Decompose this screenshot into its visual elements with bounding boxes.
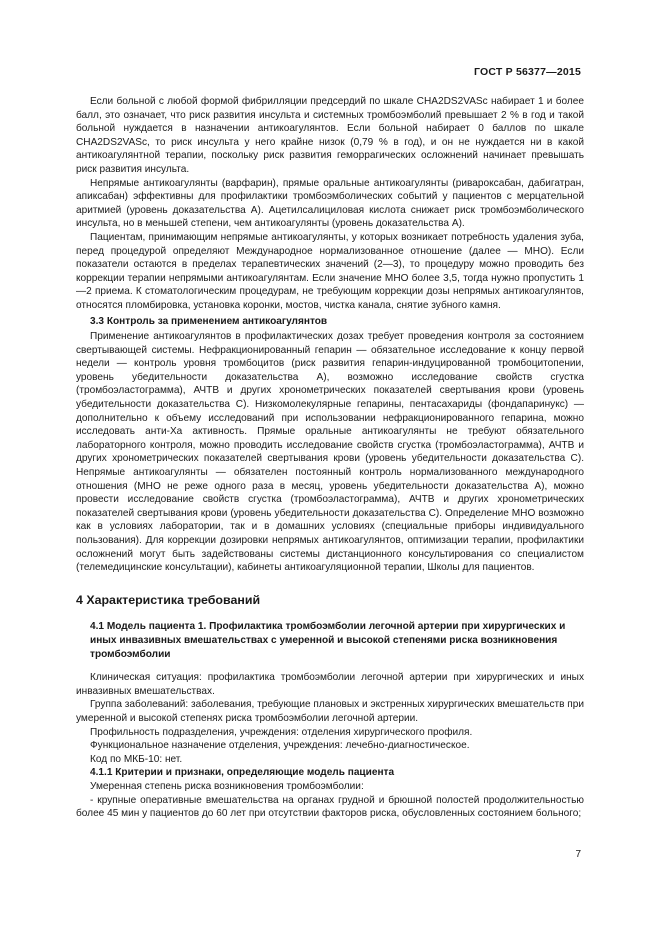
paragraph-icd-code: Код по МКБ-10: нет. bbox=[90, 753, 183, 765]
paragraph-anticoagulant-efficacy: Непрямые антикоагулянты (варфарин), прямые оральные антикоагулянты (ривароксабан, дабигатран, апиксабан) эффективны для профилактики тромбоэмболических событий у пациентов с мерцательной аритмией (уровень доказательства А). Ацетилсалициловая кислота снижает риск тромбоэмболического инсульта, но в меньшей степени, чем антикоагулянты (уровень доказательства А). bbox=[76, 177, 584, 230]
paragraph-disease-group: Группа заболеваний: заболевания, требующие плановых и экстренных хирургических вмешательств при умеренной и высокой степенях риска тромбоэмболии легочной артерии. bbox=[76, 699, 584, 724]
document-body bbox=[76, 95, 584, 821]
page-number: 7 bbox=[575, 849, 581, 860]
paragraph-moderate-risk: Умеренная степень риска возникновения тромбоэмболии: bbox=[90, 780, 364, 792]
section-heading-4-1-1: 4.1.1 Критерии и признаки, определяющие модель пациента bbox=[90, 767, 395, 779]
section-heading-3-3: 3.3 Контроль за применением антикоагулянтов bbox=[90, 315, 328, 327]
paragraph-anticoagulant-control: Применение антикоагулянтов в профилактических дозах требует проведения контроля за состоянием свертывающей системы. Нефракционированный гепарин — обязательное исследование к концу первой недели — контроль уровня тромбоцитов (риск развития гепарин-индуцированной тромбоцитопении, уровень убедительности доказательства А), возможно исследование свойств сгустка (тромбоэластограмма), АЧТВ и других хронометрических показателей свертывания крови (уровень убедительности доказательства С). Низкомолекулярные гепарины, пентасахариды (фондапаринукс) — дополнительно к объему исследований при использовании нефракционированного гепарина, можно исследовать анти-Ха активность. Прямые оральные антикоагулянты не требуют обязательного лабораторного контроля, можно проводить исследование свойств сгустка (тромбоэластограмма), АЧТВ и других хронометрических показателей свертывания крови (уровень убедительности доказательства С). Непрямые антикоагулянты — обязателен постоянный контроль нормализованного международного отношения (МНО не реже одного раза в месяц, уровень убедительности доказательства А), можно провести исследование свойств сгустка (тромбоэластограмма), АЧТВ и других хронометрических показателей свертывания крови (уровень убедительности доказательства С). Определение МНО возможно как в условиях лаборатории, так и в домашних условиях (специальные приборы индивидуального пользования). Для коррекции дозировки непрямых антикоагулянтов, оптимизации терапии, профилактики осложнений могут быть задействованы системы дистанционного консультирования со специалистом (телемедицинские консультации), кабинеты антикоагуляционной терапии, Школы для пациентов. bbox=[76, 331, 584, 574]
section-heading-4-1: 4.1 Модель пациента 1. Профилактика тромбоэмболии легочной артерии при хирургических и иных инвазивных вмешательствах с умеренной и высокой степенями риска возникновения тромбоэмболии bbox=[90, 621, 566, 660]
paragraph-risk-list-item: - крупные оперативные вмешательства на органах грудной и брюшной полостей продолжительностью более 45 мин у пациентов до 60 лет при отсутствии факторов риска, обусловленных состоянием больного; bbox=[76, 794, 584, 820]
standard-code-header: ГОСТ Р 56377—2015 bbox=[473, 66, 581, 78]
paragraph-cha2ds2vasc: Если больной с любой формой фибрилляции предсердий по шкале CHA2DS2VASc набирает 1 и более балл, это означает, что риск развития инсульта и системных тромбоэмболий превышает 2 % в год и такой больной нуждается в назначении антикоагулянтов. Если больной набирает 0 баллов по шкале CHA2DS2VASc, то риск инсульта у него крайне низок (0,79 % в год), и он не нуждается ни в какой антикоагулянтной терапии, поскольку риск развития геморрагических осложнений начинает превышать риск развития инсульта. bbox=[76, 96, 584, 175]
paragraph-tooth-extraction: Пациентам, принимающим непрямые антикоагулянты, у которых возникает потребность удаления зуба, перед процедурой определяют Международное нормализованное отношение (далее — МНО). Если показатели остаются в пределах терапевтических значений (2—3), то процедуру можно проводить без коррекции терапии непрямыми антикоагулянтам. Если значение МНО более 3,5, тогда нужно пропустить 1—2 приема. К стоматологическим процедурам, не требующим коррекции дозы непрямых антикоагулянтов, относятся пломбировка, установка коронки, мостов, чистка канала, снятие зубного камня. bbox=[76, 231, 584, 311]
paragraph-clinical-situation: Клиническая ситуация: профилактика тромбоэмболии легочной артерии при хирургических и иных инвазивных вмешательствах. bbox=[76, 672, 584, 697]
paragraph-department-profile: Профильность подразделения, учреждения: отделения хирургического профиля. bbox=[90, 726, 473, 738]
paragraph-department-function: Функциональное назначение отделения, учреждения: лечебно-диагностическое. bbox=[90, 740, 470, 752]
section-heading-4: 4 Характеристика требований bbox=[76, 592, 261, 607]
